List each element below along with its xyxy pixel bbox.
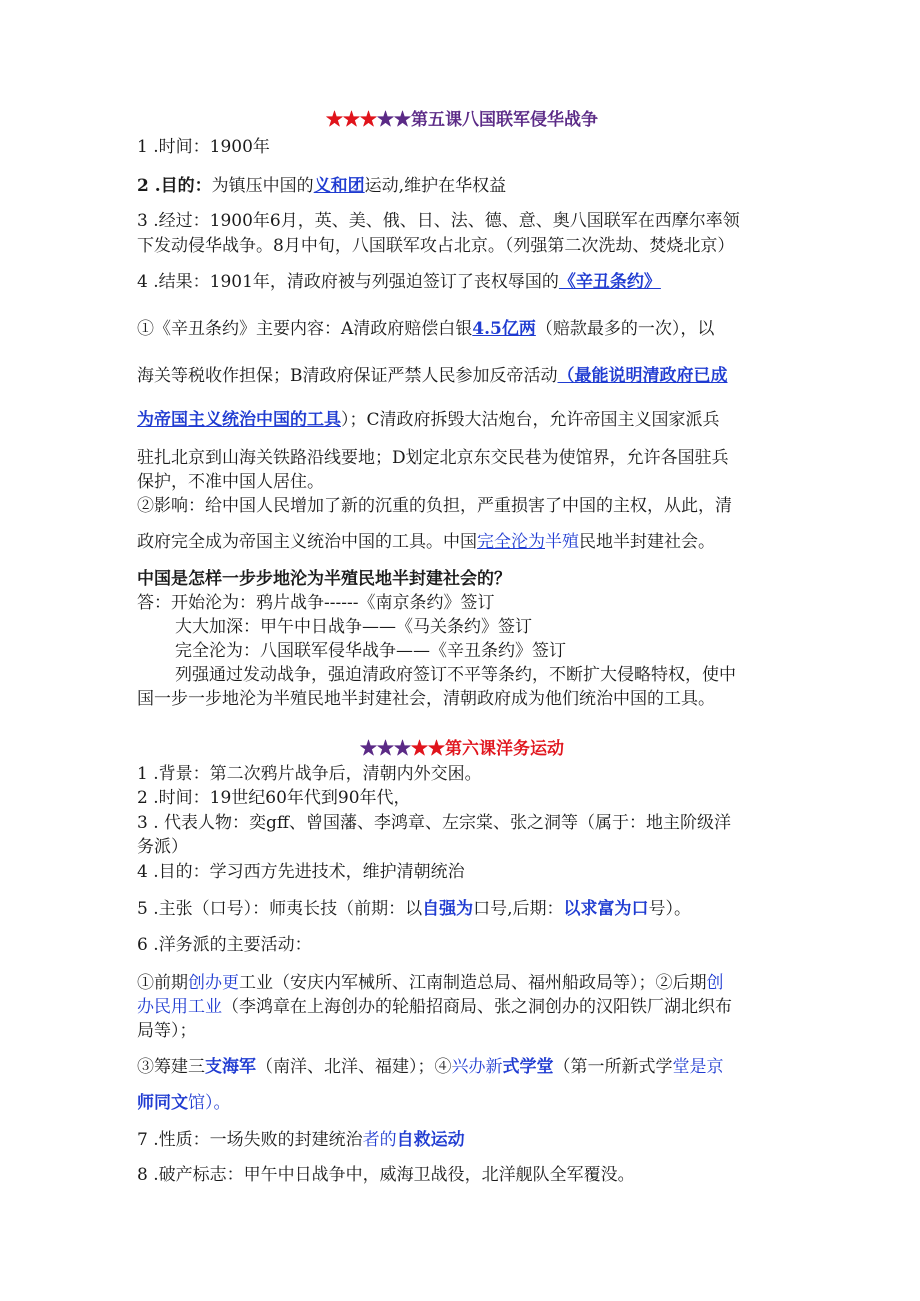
activities-l2: 办民用工业（李鸿章在上海创办的轮船招商局、张之洞创办的汉阳铁厂湖北织布 — [137, 997, 732, 1017]
lesson5-item-time: 1 .时间：1900年 — [137, 137, 270, 157]
star-icon: ★★ — [377, 110, 411, 130]
lesson6-slogan: 5 .主张（口号）：师夷长技（前期：以自强为口号,后期：以求富为口号）。 — [137, 899, 692, 919]
lesson6-people-l1: 3 . 代表人物：奕gff、曾国藩、李鸿章、左宗棠、张之洞等（属于：地主阶级洋 — [137, 813, 731, 833]
impact-l1: ②影响：给中国人民增加了新的沉重的负担，严重损害了中国的主权，从此，清 — [137, 496, 732, 516]
lesson5-item-purpose: 2 .目的：为镇压中国的义和团运动,维护在华权益 — [137, 176, 507, 196]
activities-l4: ③筹建三支海军（南洋、北洋、福建）；④兴办新式学堂（第一所新式学堂是京 — [137, 1057, 724, 1077]
treaty-content-l2: 海关等税收作担保；B清政府保证严禁人民参加反帝活动（最能说明清政府已成 — [137, 366, 728, 386]
link-indemnity[interactable]: 4.5亿两 — [472, 319, 536, 339]
impact-l2: 政府完全成为帝国主义统治中国的工具。中国完全沦为半殖民地半封建社会。 — [137, 532, 715, 552]
lesson6-bankruptcy: 8 .破产标志：甲午中日战争中，威海卫战役，北洋舰队全军覆没。 — [137, 1165, 635, 1185]
qa-answer-l2: 大大加深：甲午中日战争——《马关条约》签订 — [175, 617, 532, 637]
link-tool-note[interactable]: （最能说明清政府已成 — [557, 366, 728, 386]
link-tool-note-cont[interactable]: 为帝国主义统治中国的工具 — [137, 410, 341, 430]
link-xinchou-treaty[interactable]: 《辛丑条约》 — [558, 272, 661, 292]
lesson6-time: 2 .时间：19世纪60年代到90年代， — [137, 788, 411, 808]
lesson5-item-process-l1: 3 .经过：1900年6月，英、美、俄、日、法、德、意、奥八国联军在西摩尔率领 — [137, 211, 740, 231]
lesson5-title: ★★★★★第五课八国联军侵华战争 — [326, 110, 598, 130]
lesson5-item-result: 4 .结果：1901年，清政府被与列强迫签订了丧权辱国的《辛丑条约》 — [137, 272, 661, 292]
lesson6-background: 1 .背景：第二次鸦片战争后，清朝内外交困。 — [137, 764, 482, 784]
treaty-content-l4: 驻扎北京到山海关铁路沿线要地；D划定北京东交民巷为使馆界，允许各国驻兵 — [137, 448, 729, 468]
star-icon: ★★★ — [326, 110, 377, 130]
lesson5-item-process-l2: 下发动侵华战争。8月中旬，八国联军攻占北京。（列强第二次洗劫、焚烧北京） — [137, 236, 735, 256]
treaty-content-l1: ①《辛丑条约》主要内容：A清政府赔偿白银4.5亿两（赔款最多的一次），以 — [137, 319, 715, 339]
qa-answer-l4: 列强通过发动战争，强迫清政府签订不平等条约，不断扩大侵略特权，使中 — [175, 665, 736, 685]
lesson6-people-l2: 务派） — [137, 837, 188, 857]
lesson6-purpose: 4 .目的：学习西方先进技术，维护清朝统治 — [137, 862, 465, 882]
lesson6-nature: 7 .性质：一场失败的封建统治者的自救运动 — [137, 1130, 465, 1150]
activities-l5: 师同文馆）。 — [137, 1093, 231, 1113]
treaty-content-l5: 保护，不准中国人居住。 — [137, 472, 324, 492]
link-yihetuan[interactable]: 义和团 — [313, 176, 365, 196]
lesson6-activities-heading: 6 .洋务派的主要活动： — [137, 935, 312, 955]
qa-answer-l3: 完全沦为：八国联军侵华战争——《辛丑条约》签订 — [175, 641, 566, 661]
star-icon: ★★ — [411, 739, 445, 759]
treaty-content-l3: 为帝国主义统治中国的工具）；C清政府拆毁大沽炮台，允许帝国主义国家派兵 — [137, 410, 720, 430]
activities-l1: ①前期创办更工业（安庆内军械所、江南制造总局、福州船政局等）；②后期创 — [137, 973, 724, 993]
qa-question: 中国是怎样一步步地沦为半殖民地半封建社会的？ — [137, 569, 511, 589]
qa-answer-l1: 答：开始沦为：鸦片战争------《南京条约》签订 — [137, 593, 495, 613]
star-icon: ★★★ — [360, 739, 411, 759]
lesson6-title: ★★★★★第六课洋务运动 — [360, 739, 564, 759]
link-complete-fall[interactable]: 完全沦为 — [477, 532, 545, 552]
activities-l3: 局等）； — [137, 1021, 197, 1041]
qa-answer-l5: 国一步一步地沦为半殖民地半封建社会，清朝政府成为他们统治中国的工具。 — [137, 689, 715, 709]
